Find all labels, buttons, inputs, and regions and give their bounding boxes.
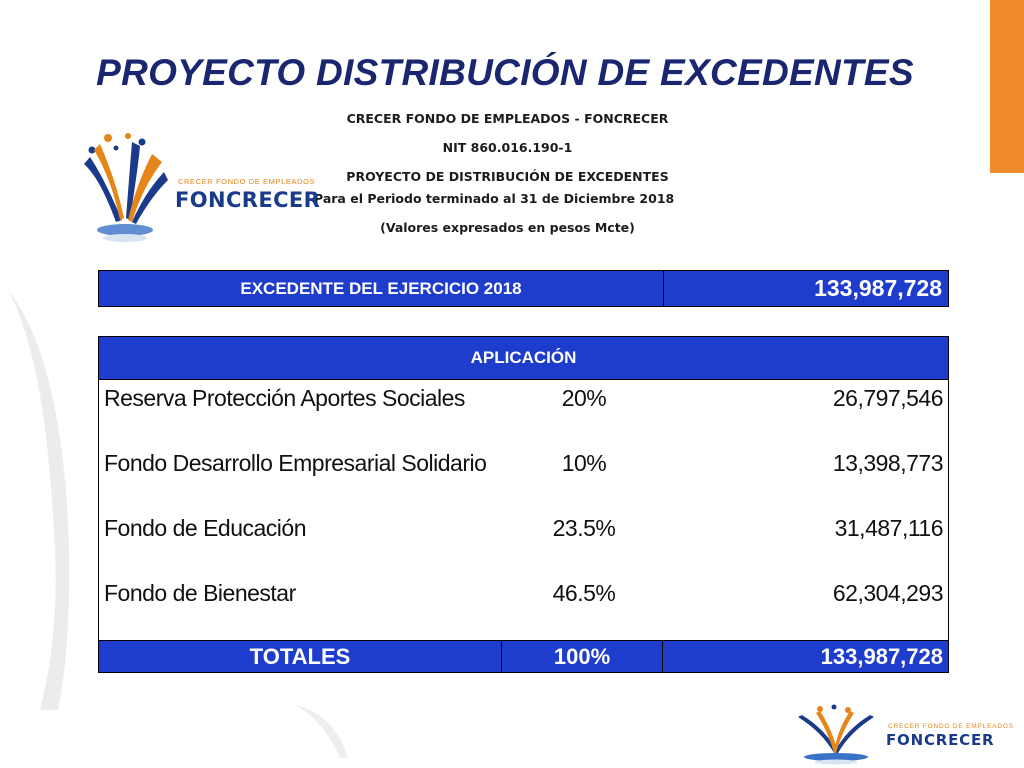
report-title: PROYECTO DE DISTRIBUCIÓN DE EXCEDENTES [346,169,669,184]
totals-label: TOTALES [99,641,502,672]
row-value: 62,304,293 [832,580,943,606]
row-percent: 23.5% [552,515,616,541]
foncrecer-logo-icon [80,132,170,247]
row-percent: 10% [561,450,607,476]
row-label: Reserva Protección Aportes Sociales [104,385,465,411]
slide-title: PROYECTO DISTRIBUCIÓN DE EXCEDENTES [96,52,914,93]
row-value: 26,797,546 [832,385,943,411]
row-percent: 46.5% [552,580,616,606]
aplicacion-header: APLICACIÓN [99,337,948,380]
row-label: Fondo Desarrollo Empresarial Solidario [104,450,487,476]
report-currency-note: (Valores expresados en pesos Mcte) [380,220,635,235]
table-row [99,378,948,418]
row-value: 31,487,116 [834,515,943,541]
background-swoosh [0,290,70,710]
table-row [99,573,948,613]
totals-value: 133,987,728 [820,644,943,669]
footer-logo-icon [790,703,882,765]
background-swoosh-bottom [290,700,350,760]
footer-logo-tagline: CRECER FONDO DE EMPLEADOS [888,723,1014,730]
report-period: Para el Periodo terminado al 31 de Diciembre 2018 [314,191,675,206]
excedente-value: 133,987,728 [814,275,942,301]
footer-logo-wordmark: FONCRECER [886,731,995,749]
row-value: 13,398,773 [832,450,943,476]
report-header [310,104,705,191]
excedente-table [98,270,949,307]
logo-tagline: CRECER FONDO DE EMPLEADOS [178,177,316,186]
aplicacion-table [98,336,949,673]
row-label: Fondo de Educación [104,515,306,541]
row-label: Fondo de Bienestar [104,580,296,606]
totals-row [99,640,948,672]
nit-line: NIT 860.016.190-1 [442,140,573,155]
org-name: CRECER FONDO DE EMPLEADOS - FONCRECER [346,111,669,126]
table-row [99,443,948,483]
excedente-label: EXCEDENTE DEL EJERCICIO 2018 [99,271,664,306]
row-percent: 20% [561,385,607,411]
totals-percent: 100% [502,641,663,672]
logo-wordmark: FONCRECER [175,188,321,212]
table-row [99,508,948,548]
